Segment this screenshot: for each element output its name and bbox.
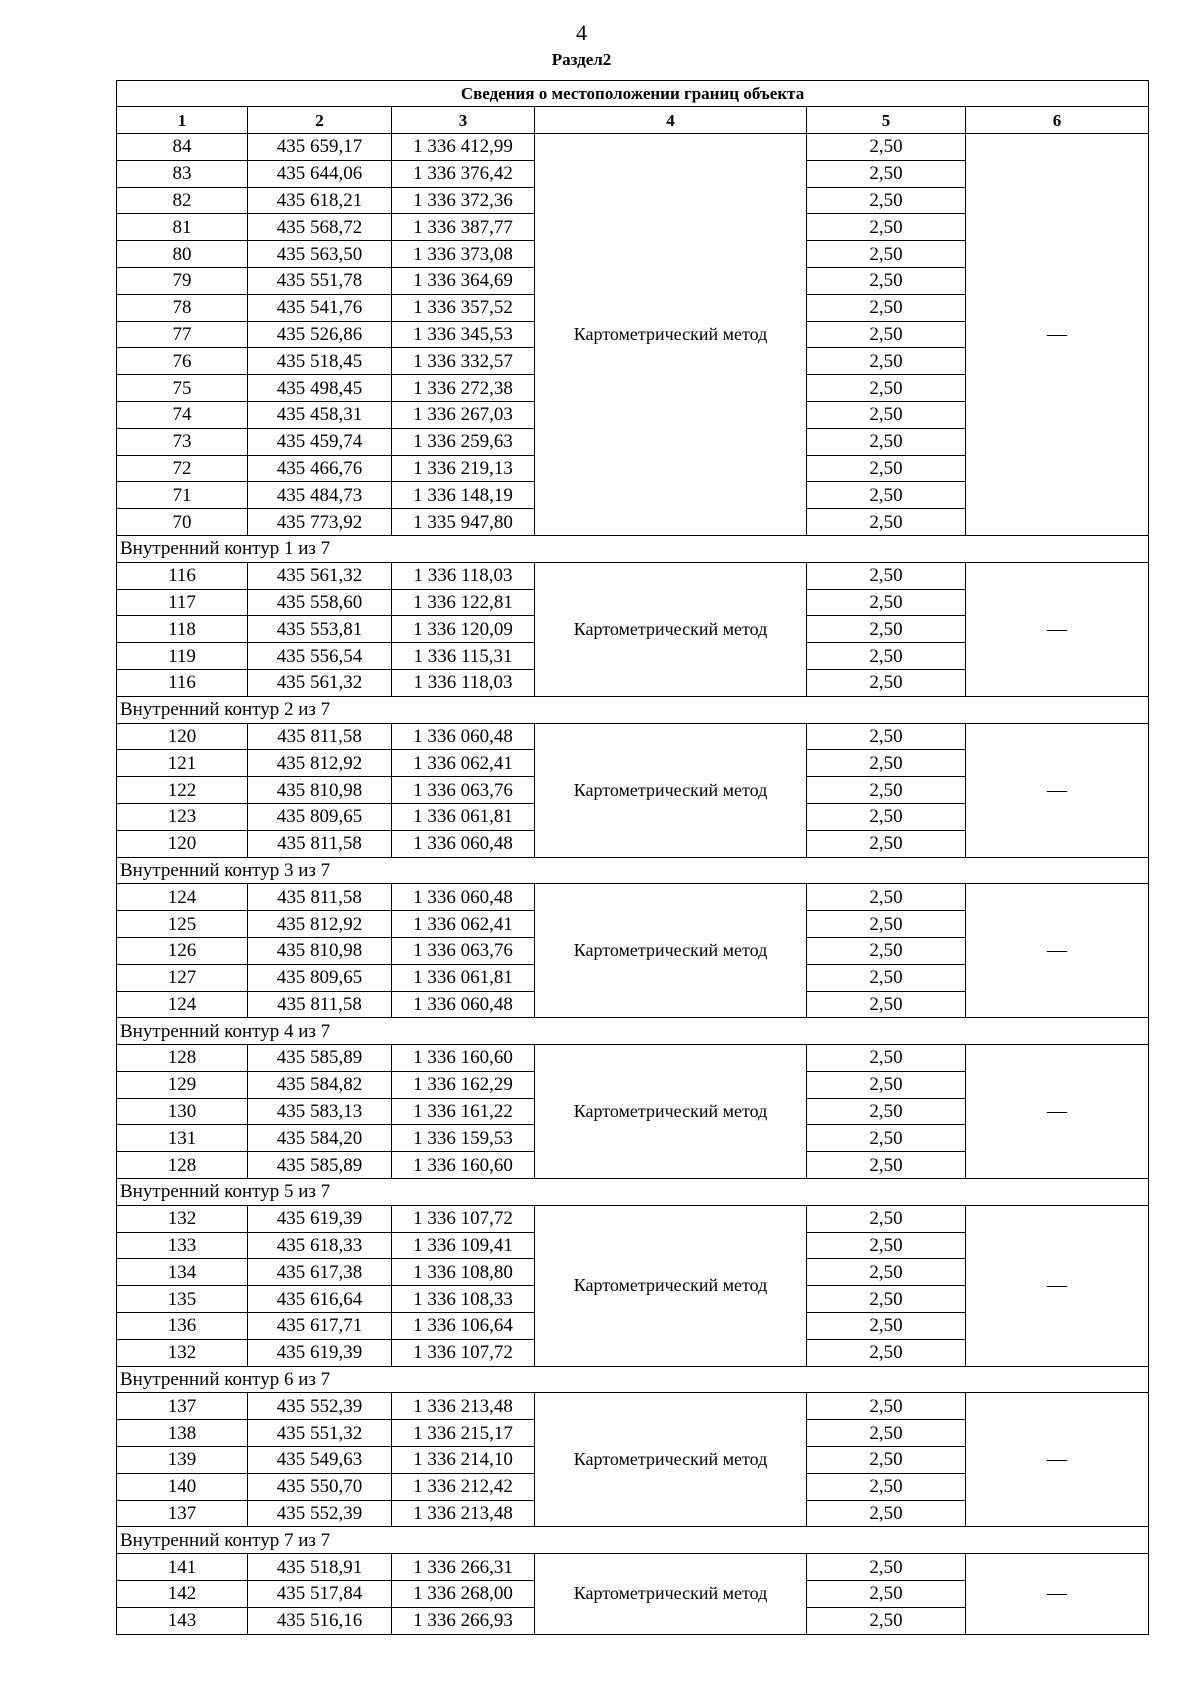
coordinate-y: 1 336 357,52 <box>392 294 535 321</box>
coordinate-y: 1 336 373,08 <box>392 241 535 268</box>
contour-header-row <box>117 1366 1149 1393</box>
coordinate-x: 435 616,64 <box>248 1286 392 1313</box>
coordinate-y: 1 336 213,48 <box>392 1393 535 1420</box>
coordinate-x: 435 551,32 <box>248 1420 392 1447</box>
accuracy-value: 2,50 <box>807 187 966 214</box>
point-number: 133 <box>117 1232 248 1259</box>
accuracy-value: 2,50 <box>807 160 966 187</box>
coordinate-y: 1 336 159,53 <box>392 1125 535 1152</box>
coordinate-y: 1 336 115,31 <box>392 643 535 670</box>
coordinate-x: 435 809,65 <box>248 964 392 991</box>
contour-label: Внутренний контур 5 из 7 <box>117 1179 1149 1206</box>
accuracy-value: 2,50 <box>807 803 966 830</box>
accuracy-value: 2,50 <box>807 643 966 670</box>
coordinate-y: 1 336 108,33 <box>392 1286 535 1313</box>
accuracy-value: 2,50 <box>807 750 966 777</box>
contour-header-row <box>117 696 1149 723</box>
accuracy-value: 2,50 <box>807 428 966 455</box>
point-number: 143 <box>117 1607 248 1634</box>
coordinate-x: 435 551,78 <box>248 267 392 294</box>
coordinate-y: 1 336 118,03 <box>392 669 535 696</box>
coordinate-x: 435 549,63 <box>248 1447 392 1474</box>
point-number: 128 <box>117 1152 248 1179</box>
coordinate-x: 435 585,89 <box>248 1152 392 1179</box>
point-number: 117 <box>117 589 248 616</box>
point-number: 142 <box>117 1581 248 1608</box>
column-number-2: 2 <box>248 107 392 134</box>
coordinate-x: 435 584,20 <box>248 1125 392 1152</box>
coordinate-y: 1 336 266,93 <box>392 1607 535 1634</box>
method-cell: Картометрический метод <box>535 562 807 696</box>
coordinate-y: 1 336 060,48 <box>392 830 535 857</box>
accuracy-value: 2,50 <box>807 830 966 857</box>
coordinate-y: 1 336 214,10 <box>392 1447 535 1474</box>
point-number: 72 <box>117 455 248 482</box>
accuracy-value: 2,50 <box>807 1393 966 1420</box>
method-cell: Картометрический метод <box>535 884 807 1018</box>
point-number: 136 <box>117 1313 248 1340</box>
description-cell: — <box>966 1554 1149 1634</box>
accuracy-value: 2,50 <box>807 884 966 911</box>
contour-header-row <box>117 535 1149 562</box>
coordinate-x: 435 619,39 <box>248 1205 392 1232</box>
point-number: 83 <box>117 160 248 187</box>
coordinate-x: 435 617,71 <box>248 1313 392 1340</box>
coordinate-y: 1 336 160,60 <box>392 1152 535 1179</box>
point-number: 79 <box>117 267 248 294</box>
coordinate-x: 435 466,76 <box>248 455 392 482</box>
accuracy-value: 2,50 <box>807 1473 966 1500</box>
coordinate-y: 1 336 372,36 <box>392 187 535 214</box>
coordinate-x: 435 618,21 <box>248 187 392 214</box>
description-cell: — <box>966 1045 1149 1179</box>
contour-label: Внутренний контур 1 из 7 <box>117 535 1149 562</box>
accuracy-value: 2,50 <box>807 1125 966 1152</box>
coordinate-x: 435 585,89 <box>248 1045 392 1072</box>
coordinate-y: 1 336 060,48 <box>392 884 535 911</box>
description-cell: — <box>966 134 1149 536</box>
accuracy-value: 2,50 <box>807 509 966 536</box>
point-number: 82 <box>117 187 248 214</box>
accuracy-value: 2,50 <box>807 1554 966 1581</box>
point-number: 141 <box>117 1554 248 1581</box>
coordinate-y: 1 335 947,80 <box>392 509 535 536</box>
coordinate-y: 1 336 272,38 <box>392 375 535 402</box>
coordinate-x: 435 556,54 <box>248 643 392 670</box>
description-cell: — <box>966 723 1149 857</box>
accuracy-value: 2,50 <box>807 1286 966 1313</box>
coordinate-y: 1 336 106,64 <box>392 1313 535 1340</box>
accuracy-value: 2,50 <box>807 1152 966 1179</box>
coordinate-y: 1 336 267,03 <box>392 401 535 428</box>
table-row <box>117 134 1149 161</box>
coordinate-y: 1 336 063,76 <box>392 777 535 804</box>
coordinate-x: 435 517,84 <box>248 1581 392 1608</box>
contour-header-row <box>117 1179 1149 1206</box>
accuracy-value: 2,50 <box>807 348 966 375</box>
coordinate-x: 435 812,92 <box>248 911 392 938</box>
coordinate-y: 1 336 108,80 <box>392 1259 535 1286</box>
coordinate-x: 435 644,06 <box>248 160 392 187</box>
accuracy-value: 2,50 <box>807 669 966 696</box>
coordinate-x: 435 773,92 <box>248 509 392 536</box>
accuracy-value: 2,50 <box>807 1232 966 1259</box>
coordinate-x: 435 561,32 <box>248 562 392 589</box>
table-row <box>117 723 1149 750</box>
contour-header-row <box>117 1018 1149 1045</box>
point-number: 137 <box>117 1393 248 1420</box>
point-number: 137 <box>117 1500 248 1527</box>
accuracy-value: 2,50 <box>807 589 966 616</box>
method-cell: Картометрический метод <box>535 1205 807 1366</box>
coordinate-x: 435 558,60 <box>248 589 392 616</box>
coordinate-x: 435 518,45 <box>248 348 392 375</box>
column-number-6: 6 <box>966 107 1149 134</box>
coordinate-y: 1 336 062,41 <box>392 911 535 938</box>
coordinate-x: 435 568,72 <box>248 214 392 241</box>
accuracy-value: 2,50 <box>807 134 966 161</box>
point-number: 140 <box>117 1473 248 1500</box>
coordinate-x: 435 618,33 <box>248 1232 392 1259</box>
coordinate-x: 435 811,58 <box>248 830 392 857</box>
point-number: 74 <box>117 401 248 428</box>
description-cell: — <box>966 562 1149 696</box>
accuracy-value: 2,50 <box>807 1447 966 1474</box>
coordinate-x: 435 583,13 <box>248 1098 392 1125</box>
accuracy-value: 2,50 <box>807 294 966 321</box>
coordinate-y: 1 336 364,69 <box>392 267 535 294</box>
coordinate-x: 435 619,39 <box>248 1339 392 1366</box>
point-number: 116 <box>117 669 248 696</box>
point-number: 71 <box>117 482 248 509</box>
coordinate-x: 435 516,16 <box>248 1607 392 1634</box>
accuracy-value: 2,50 <box>807 482 966 509</box>
coordinate-x: 435 552,39 <box>248 1500 392 1527</box>
method-cell: Картометрический метод <box>535 134 807 536</box>
contour-label: Внутренний контур 7 из 7 <box>117 1527 1149 1554</box>
coordinate-y: 1 336 213,48 <box>392 1500 535 1527</box>
point-number: 121 <box>117 750 248 777</box>
coordinate-y: 1 336 268,00 <box>392 1581 535 1608</box>
coordinate-x: 435 498,45 <box>248 375 392 402</box>
point-number: 70 <box>117 509 248 536</box>
accuracy-value: 2,50 <box>807 1259 966 1286</box>
column-number-5: 5 <box>807 107 966 134</box>
accuracy-value: 2,50 <box>807 991 966 1018</box>
point-number: 135 <box>117 1286 248 1313</box>
coordinate-x: 435 518,91 <box>248 1554 392 1581</box>
coordinate-x: 435 659,17 <box>248 134 392 161</box>
point-number: 116 <box>117 562 248 589</box>
contour-label: Внутренний контур 6 из 7 <box>117 1366 1149 1393</box>
coordinate-y: 1 336 060,48 <box>392 723 535 750</box>
accuracy-value: 2,50 <box>807 1098 966 1125</box>
table-row <box>117 562 1149 589</box>
point-number: 129 <box>117 1071 248 1098</box>
accuracy-value: 2,50 <box>807 1607 966 1634</box>
coordinate-y: 1 336 063,76 <box>392 937 535 964</box>
point-number: 73 <box>117 428 248 455</box>
column-number-1: 1 <box>117 107 248 134</box>
coordinate-x: 435 550,70 <box>248 1473 392 1500</box>
accuracy-value: 2,50 <box>807 964 966 991</box>
coordinate-x: 435 812,92 <box>248 750 392 777</box>
accuracy-value: 2,50 <box>807 455 966 482</box>
coordinate-y: 1 336 061,81 <box>392 803 535 830</box>
accuracy-value: 2,50 <box>807 1313 966 1340</box>
coordinate-y: 1 336 061,81 <box>392 964 535 991</box>
point-number: 78 <box>117 294 248 321</box>
page-number: 4 <box>576 20 587 45</box>
accuracy-value: 2,50 <box>807 321 966 348</box>
coordinate-y: 1 336 215,17 <box>392 1420 535 1447</box>
coordinate-y: 1 336 212,42 <box>392 1473 535 1500</box>
coordinate-y: 1 336 412,99 <box>392 134 535 161</box>
coordinate-x: 435 552,39 <box>248 1393 392 1420</box>
coordinate-y: 1 336 160,60 <box>392 1045 535 1072</box>
point-number: 81 <box>117 214 248 241</box>
coordinate-x: 435 617,38 <box>248 1259 392 1286</box>
point-number: 125 <box>117 911 248 938</box>
accuracy-value: 2,50 <box>807 777 966 804</box>
coordinate-y: 1 336 332,57 <box>392 348 535 375</box>
coordinate-x: 435 809,65 <box>248 803 392 830</box>
column-number-4: 4 <box>535 107 807 134</box>
point-number: 80 <box>117 241 248 268</box>
table-title: Сведения о местоположении границ объекта <box>117 81 1149 107</box>
description-cell: — <box>966 884 1149 1018</box>
accuracy-value: 2,50 <box>807 401 966 428</box>
point-number: 77 <box>117 321 248 348</box>
coordinate-y: 1 336 148,19 <box>392 482 535 509</box>
point-number: 126 <box>117 937 248 964</box>
point-number: 128 <box>117 1045 248 1072</box>
coordinate-y: 1 336 387,77 <box>392 214 535 241</box>
accuracy-value: 2,50 <box>807 1581 966 1608</box>
table-row <box>117 1393 1149 1420</box>
point-number: 75 <box>117 375 248 402</box>
coordinate-y: 1 336 060,48 <box>392 991 535 1018</box>
point-number: 127 <box>117 964 248 991</box>
point-number: 119 <box>117 643 248 670</box>
coordinate-y: 1 336 259,63 <box>392 428 535 455</box>
point-number: 134 <box>117 1259 248 1286</box>
coordinate-x: 435 811,58 <box>248 884 392 911</box>
coordinate-x: 435 459,74 <box>248 428 392 455</box>
point-number: 139 <box>117 1447 248 1474</box>
table-row <box>117 1554 1149 1581</box>
point-number: 120 <box>117 830 248 857</box>
accuracy-value: 2,50 <box>807 214 966 241</box>
coordinate-y: 1 336 161,22 <box>392 1098 535 1125</box>
point-number: 124 <box>117 991 248 1018</box>
method-cell: Картометрический метод <box>535 1045 807 1179</box>
accuracy-value: 2,50 <box>807 1420 966 1447</box>
accuracy-value: 2,50 <box>807 267 966 294</box>
boundary-table <box>116 80 1149 1635</box>
point-number: 84 <box>117 134 248 161</box>
point-number: 120 <box>117 723 248 750</box>
accuracy-value: 2,50 <box>807 1045 966 1072</box>
coordinate-x: 435 458,31 <box>248 401 392 428</box>
description-cell: — <box>966 1205 1149 1366</box>
point-number: 118 <box>117 616 248 643</box>
accuracy-value: 2,50 <box>807 1500 966 1527</box>
coordinate-x: 435 484,73 <box>248 482 392 509</box>
coordinate-x: 435 553,81 <box>248 616 392 643</box>
accuracy-value: 2,50 <box>807 562 966 589</box>
point-number: 123 <box>117 803 248 830</box>
contour-header-row <box>117 1527 1149 1554</box>
coordinate-x: 435 526,86 <box>248 321 392 348</box>
coordinate-y: 1 336 122,81 <box>392 589 535 616</box>
table-row <box>117 884 1149 911</box>
coordinate-y: 1 336 162,29 <box>392 1071 535 1098</box>
coordinate-y: 1 336 109,41 <box>392 1232 535 1259</box>
table-title-row <box>117 81 1149 107</box>
method-cell: Картометрический метод <box>535 723 807 857</box>
coordinate-y: 1 336 219,13 <box>392 455 535 482</box>
accuracy-value: 2,50 <box>807 937 966 964</box>
accuracy-value: 2,50 <box>807 1205 966 1232</box>
point-number: 132 <box>117 1205 248 1232</box>
coordinate-y: 1 336 266,31 <box>392 1554 535 1581</box>
point-number: 130 <box>117 1098 248 1125</box>
coordinate-x: 435 563,50 <box>248 241 392 268</box>
coordinate-x: 435 811,58 <box>248 723 392 750</box>
accuracy-value: 2,50 <box>807 616 966 643</box>
coordinate-x: 435 810,98 <box>248 937 392 964</box>
coordinate-x: 435 541,76 <box>248 294 392 321</box>
coordinate-x: 435 584,82 <box>248 1071 392 1098</box>
coordinate-y: 1 336 107,72 <box>392 1205 535 1232</box>
coordinate-x: 435 561,32 <box>248 669 392 696</box>
coordinate-y: 1 336 118,03 <box>392 562 535 589</box>
point-number: 132 <box>117 1339 248 1366</box>
coordinate-y: 1 336 062,41 <box>392 750 535 777</box>
coordinate-x: 435 810,98 <box>248 777 392 804</box>
method-cell: Картометрический метод <box>535 1554 807 1634</box>
method-cell: Картометрический метод <box>535 1393 807 1527</box>
coordinate-y: 1 336 376,42 <box>392 160 535 187</box>
column-number-row <box>117 107 1149 134</box>
accuracy-value: 2,50 <box>807 1339 966 1366</box>
accuracy-value: 2,50 <box>807 723 966 750</box>
table-row <box>117 1205 1149 1232</box>
section-title: Раздел2 <box>551 50 612 69</box>
coordinate-y: 1 336 107,72 <box>392 1339 535 1366</box>
point-number: 122 <box>117 777 248 804</box>
point-number: 131 <box>117 1125 248 1152</box>
accuracy-value: 2,50 <box>807 1071 966 1098</box>
description-cell: — <box>966 1393 1149 1527</box>
coordinate-x: 435 811,58 <box>248 991 392 1018</box>
contour-label: Внутренний контур 2 из 7 <box>117 696 1149 723</box>
contour-label: Внутренний контур 3 из 7 <box>117 857 1149 884</box>
point-number: 76 <box>117 348 248 375</box>
accuracy-value: 2,50 <box>807 911 966 938</box>
table-row <box>117 1045 1149 1072</box>
accuracy-value: 2,50 <box>807 241 966 268</box>
point-number: 138 <box>117 1420 248 1447</box>
accuracy-value: 2,50 <box>807 375 966 402</box>
point-number: 124 <box>117 884 248 911</box>
coordinate-y: 1 336 345,53 <box>392 321 535 348</box>
column-number-3: 3 <box>392 107 535 134</box>
coordinate-y: 1 336 120,09 <box>392 616 535 643</box>
contour-header-row <box>117 857 1149 884</box>
contour-label: Внутренний контур 4 из 7 <box>117 1018 1149 1045</box>
